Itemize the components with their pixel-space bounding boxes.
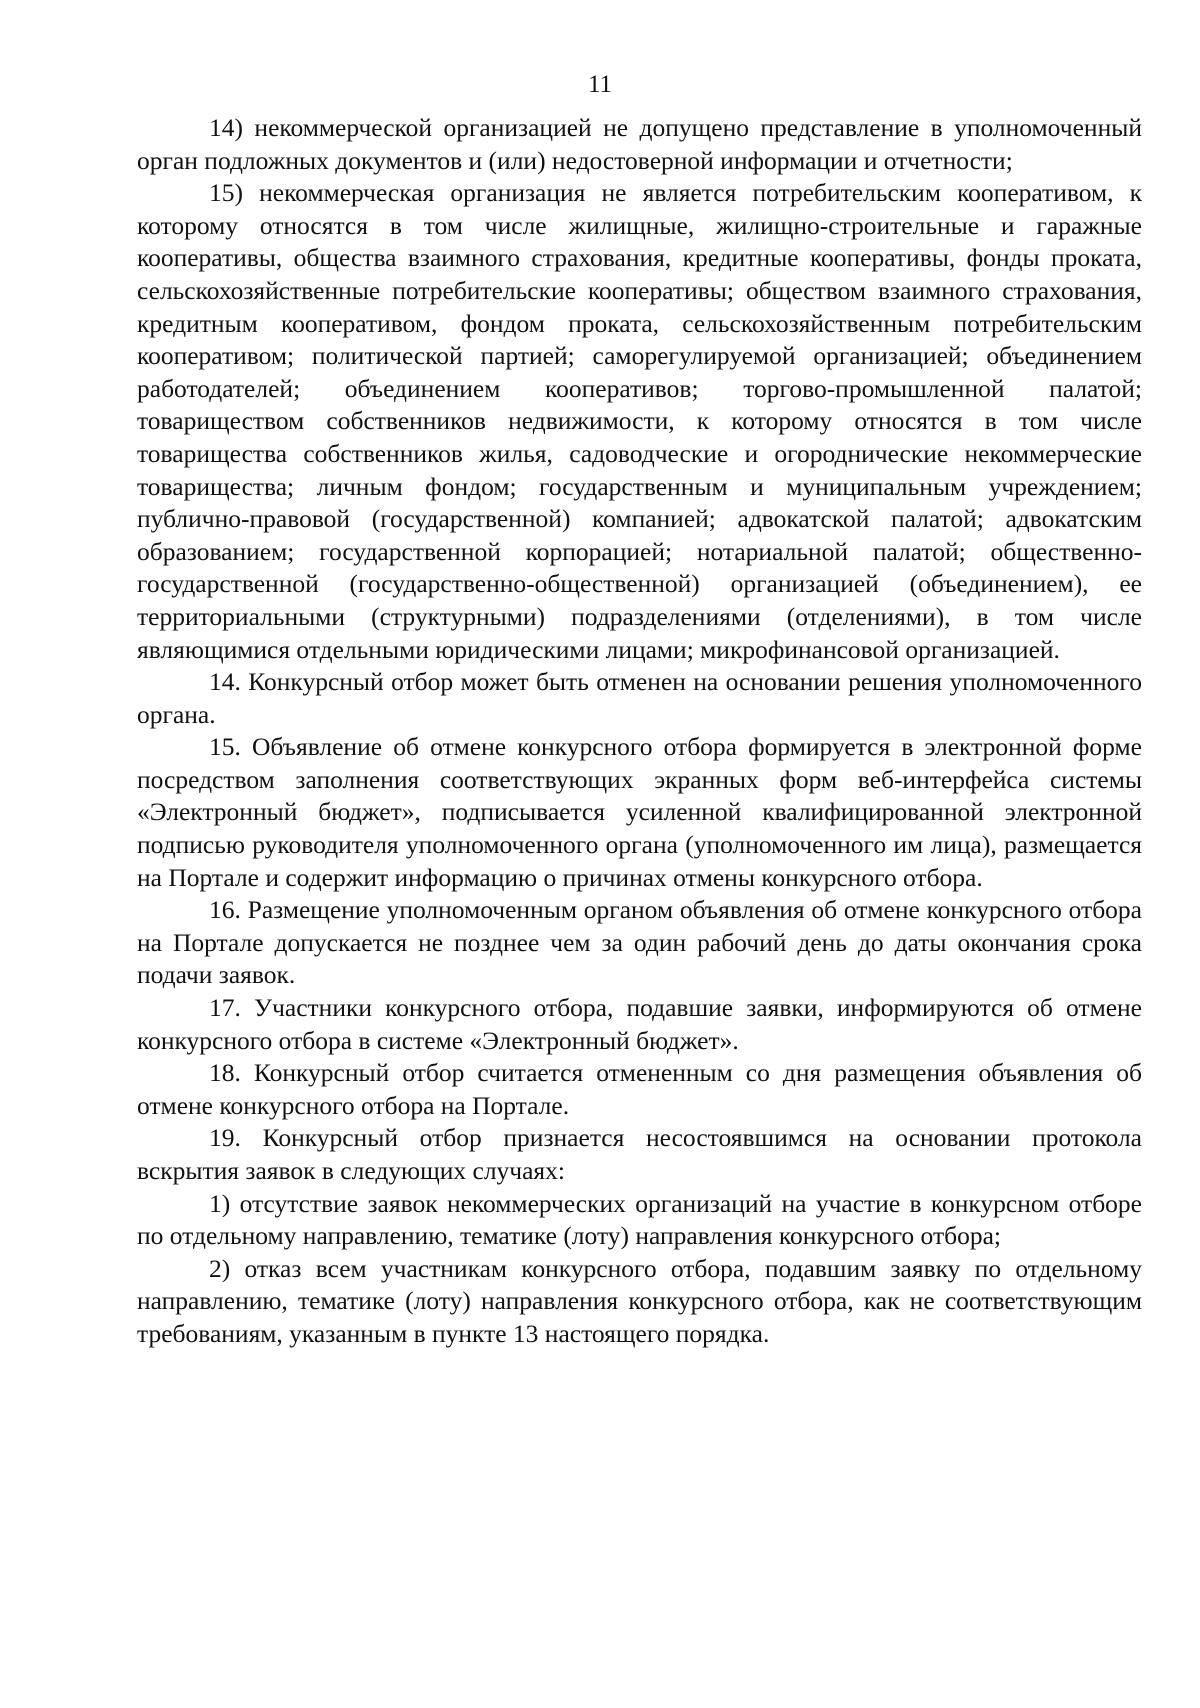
paragraph-item-15: 15) некоммерческая организация не является потребительским кооперативом, к которому относятся в том числе жилищные, жилищно-строительные и гаражные кооперативы, общества взаимного страхования, кредитные кооперативы, фонды проката, сельскохозяйственные потребительские кооперативы; обществом взаимного страхования, кредитным кооперативом, фондом проката, сельскохозяйственным потребительским кооперативом; политической партией; саморегулируемой организацией; объединением работодателей; объединением кооперативов; торгово-промышленной палатой; товариществом собственников недвижимости, к которому относятся в том числе товарищества собственников жилья, садоводческие и огороднические некоммерческие товарищества; личным фондом; государственным и муниципальным учреждением; публично-правовой (государственной) компанией; адвокатской палатой; адвокатским образованием; государственной корпорацией; нотариальной палатой; общественно-государственной (государственно-общественной) организацией (объединением), ее территориальными (структурными) подразделениями (отделениями), в том числе являющимися отдельными юридическими лицами; микрофинансовой организацией. [137, 178, 1142, 664]
paragraph-clause-19: 19. Конкурсный отбор признается несостоявшимся на основании протокола вскрытия заявок в следующих случаях: [137, 1123, 1142, 1185]
paragraph-clause-16: 16. Размещение уполномоченным органом объявления об отмене конкурсного отбора на Портале допускается не позднее чем за один рабочий день до даты окончания срока подачи заявок. [137, 895, 1142, 990]
paragraph-subitem-1: 1) отсутствие заявок некоммерческих организаций на участие в конкурсном отборе по отдельному направлению, тематике (лоту) направления конкурсного отбора; [137, 1188, 1142, 1251]
page-number: 11 [587, 71, 613, 98]
paragraph-clause-14: 14. Конкурсный отбор может быть отменен на основании решения уполномоченного органа. [137, 667, 1142, 729]
paragraph-clause-15: 15. Объявление об отмене конкурсного отбора формируется в электронной форме посредством заполнения соответствующих экранных форм веб-интерфейса системы «Электронный бюджет», подписывается усиленной квалифицированной электронной подписью руководителя уполномоченного органа (уполномоченного им лица), размещается на Портале и содержит информацию о причинах отмены конкурсного отбора. [137, 732, 1142, 892]
paragraph-clause-18: 18. Конкурсный отбор считается отмененным со дня размещения объявления об отмене конкурсного отбора на Портале. [137, 1058, 1142, 1120]
document-body [137, 112, 1142, 1351]
paragraph-subitem-2: 2) отказ всем участникам конкурсного отбора, подавшим заявку по отдельному направлению, тематике (лоту) направления конкурсного отбора, как не соответствующим требованиям, указанным в пункте 13 настоящего порядка. [137, 1253, 1142, 1348]
paragraph-clause-17: 17. Участники конкурсного отбора, подавшие заявки, информируются об отмене конкурсного отбора в системе «Электронный бюджет». [137, 993, 1142, 1055]
paragraph-item-14: 14) некоммерческой организацией не допущено представление в уполномоченный орган подложных документов и (или) недостоверной информации и отчетности; [137, 113, 1142, 175]
